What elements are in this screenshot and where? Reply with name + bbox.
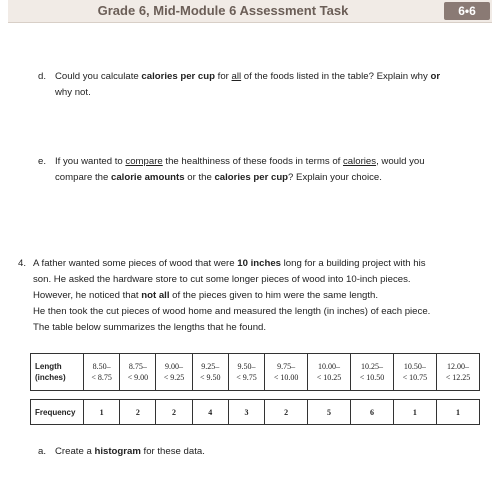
question-a-text: Create a histogram for these data. — [55, 446, 205, 457]
frequency-cell: 2 — [156, 400, 192, 425]
question-d-text: Could you calculate calories per cup for all of the foods listed in the table? Explain why or why not. — [55, 71, 441, 98]
question-e-text: If you wanted to compare the healthiness of these foods in terms of calories, would you compare the calorie amounts or the calories per cup? Explain your choice. — [55, 156, 425, 183]
interval-cell: 12.00– < 12.25 — [436, 354, 479, 391]
frequency-cell: 4 — [192, 400, 228, 425]
interval-cell: 8.75– < 9.00 — [120, 354, 156, 391]
frequency-row — [31, 400, 480, 425]
frequency-cell: 3 — [228, 400, 264, 425]
frequency-cell: 5 — [308, 400, 351, 425]
question-d-label: d. — [38, 71, 47, 82]
question-4-text: A father wanted some pieces of wood that were 10 inches long for a building project with his son. He asked the hardware store to cut some longer pieces of wood into 10-inch pieces. However, he noticed that not all of the pieces given to him were the same length. He then took the cut pieces of wood home and measured the length (in inches) of each piece. The table below summarizes the lengths that he found. — [33, 258, 431, 333]
interval-cell: 10.50– < 10.75 — [393, 354, 436, 391]
interval-cell: 9.00– < 9.25 — [156, 354, 192, 391]
question-e-label: e. — [38, 156, 47, 167]
question-a-label: a. — [38, 446, 47, 457]
frequency-cell: 1 — [436, 400, 479, 425]
frequency-cell: 1 — [84, 400, 120, 425]
frequency-cell: 1 — [393, 400, 436, 425]
interval-cell: 9.25– < 9.50 — [192, 354, 228, 391]
interval-cell: 10.25– < 10.50 — [351, 354, 394, 391]
interval-cell: 9.50– < 9.75 — [228, 354, 264, 391]
interval-cell: 9.75– < 10.00 — [265, 354, 308, 391]
module-badge: 6•6 — [444, 2, 490, 20]
question-4-label: 4. — [18, 258, 27, 269]
interval-cell: 8.50– < 8.75 — [84, 354, 120, 391]
frequency-cell: 2 — [265, 400, 308, 425]
frequency-header: Frequency — [31, 400, 84, 425]
frequency-table — [30, 353, 480, 425]
frequency-cell: 2 — [120, 400, 156, 425]
frequency-cell: 6 — [351, 400, 394, 425]
length-header: Length (inches) — [31, 354, 84, 391]
length-row — [31, 354, 480, 391]
page-header — [8, 0, 492, 23]
table-spacer — [31, 391, 480, 400]
interval-cell: 10.00– < 10.25 — [308, 354, 351, 391]
page-title: Grade 6, Mid-Module 6 Assessment Task — [97, 3, 349, 18]
